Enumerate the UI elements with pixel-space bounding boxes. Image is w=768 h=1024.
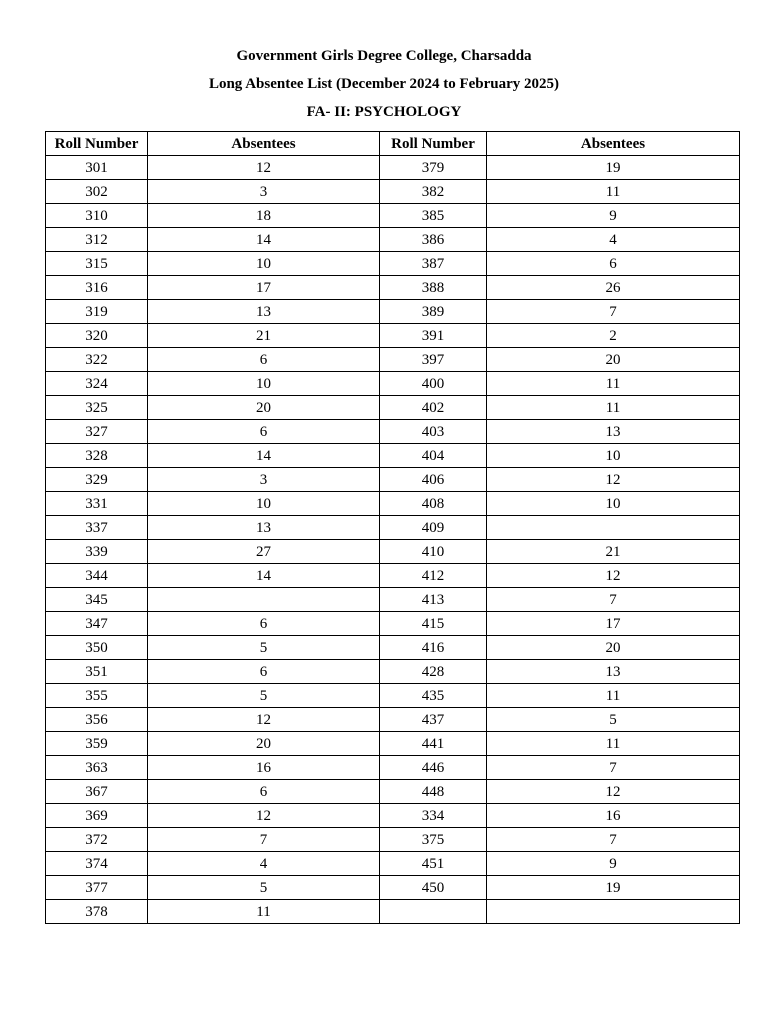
- roll-number-right-cell: 437: [380, 708, 487, 732]
- roll-number-right-cell: 385: [380, 204, 487, 228]
- absentees-left-cell: 14: [148, 228, 380, 252]
- class-subject-title: FA- II: PSYCHOLOGY: [306, 104, 462, 120]
- roll-number-left-cell: 325: [46, 396, 148, 420]
- absentees-left-cell: 6: [148, 780, 380, 804]
- roll-number-left-cell: 369: [46, 804, 148, 828]
- absentees-left-cell: 5: [148, 636, 380, 660]
- table-row: [46, 660, 740, 684]
- roll-number-right-cell: 382: [380, 180, 487, 204]
- absentees-left-cell: 6: [148, 348, 380, 372]
- roll-number-left-cell: 319: [46, 300, 148, 324]
- header-absentees-right: Absentees: [487, 132, 740, 156]
- roll-number-right-cell: 441: [380, 732, 487, 756]
- absentees-right-cell: 10: [487, 444, 740, 468]
- roll-number-right-cell: 375: [380, 828, 487, 852]
- absentees-left-cell: 12: [148, 708, 380, 732]
- absentee-table-header: [46, 132, 740, 156]
- roll-number-left-cell: 328: [46, 444, 148, 468]
- absentees-left-cell: 18: [148, 204, 380, 228]
- absentees-left-cell: 12: [148, 804, 380, 828]
- absentees-left-cell: 21: [148, 324, 380, 348]
- roll-number-right-cell: 400: [380, 372, 487, 396]
- roll-number-left-cell: 337: [46, 516, 148, 540]
- roll-number-left-cell: 347: [46, 612, 148, 636]
- institution-title: Government Girls Degree College, Charsadda: [236, 48, 532, 64]
- roll-number-right-cell: 386: [380, 228, 487, 252]
- roll-number-left-cell: 355: [46, 684, 148, 708]
- absentees-left-cell: 4: [148, 852, 380, 876]
- table-row: [46, 516, 740, 540]
- absentees-right-cell: 5: [487, 708, 740, 732]
- absentees-right-cell: [487, 516, 740, 540]
- roll-number-right-cell: 334: [380, 804, 487, 828]
- absentees-left-cell: 6: [148, 660, 380, 684]
- roll-number-right-cell: 446: [380, 756, 487, 780]
- header-roll-number-right: Roll Number: [380, 132, 487, 156]
- absentees-right-cell: 21: [487, 540, 740, 564]
- absentees-left-cell: 16: [148, 756, 380, 780]
- absentees-left-cell: [148, 588, 380, 612]
- roll-number-left-cell: 322: [46, 348, 148, 372]
- roll-number-left-cell: 339: [46, 540, 148, 564]
- roll-number-right-cell: 404: [380, 444, 487, 468]
- roll-number-right-cell: 402: [380, 396, 487, 420]
- absentees-left-cell: 6: [148, 420, 380, 444]
- absentees-left-cell: 5: [148, 684, 380, 708]
- roll-number-left-cell: 331: [46, 492, 148, 516]
- absentees-right-cell: 13: [487, 660, 740, 684]
- roll-number-left-cell: 351: [46, 660, 148, 684]
- roll-number-right-cell: 406: [380, 468, 487, 492]
- header-roll-number-left: Roll Number: [46, 132, 148, 156]
- roll-number-right-cell: 403: [380, 420, 487, 444]
- roll-number-left-cell: 359: [46, 732, 148, 756]
- roll-number-right-cell: 413: [380, 588, 487, 612]
- table-row: [46, 804, 740, 828]
- absentees-right-cell: 13: [487, 420, 740, 444]
- table-row: [46, 612, 740, 636]
- table-row: [46, 852, 740, 876]
- table-row: [46, 900, 740, 924]
- table-row: [46, 780, 740, 804]
- table-row: [46, 252, 740, 276]
- roll-number-right-cell: 389: [380, 300, 487, 324]
- roll-number-left-cell: 350: [46, 636, 148, 660]
- roll-number-right-cell: 415: [380, 612, 487, 636]
- roll-number-left-cell: 345: [46, 588, 148, 612]
- roll-number-left-cell: 310: [46, 204, 148, 228]
- absentees-right-cell: 7: [487, 828, 740, 852]
- header-row: [46, 132, 740, 156]
- roll-number-right-cell: 391: [380, 324, 487, 348]
- absentee-table-body: [46, 156, 740, 924]
- absentees-right-cell: 11: [487, 732, 740, 756]
- table-row: [46, 204, 740, 228]
- table-row: [46, 228, 740, 252]
- absentees-left-cell: 13: [148, 300, 380, 324]
- roll-number-left-cell: 302: [46, 180, 148, 204]
- roll-number-right-cell: 451: [380, 852, 487, 876]
- roll-number-right-cell: 410: [380, 540, 487, 564]
- absentees-right-cell: 12: [487, 564, 740, 588]
- absentees-right-cell: 26: [487, 276, 740, 300]
- table-row: [46, 156, 740, 180]
- absentees-left-cell: 10: [148, 492, 380, 516]
- absentees-right-cell: 11: [487, 180, 740, 204]
- roll-number-right-cell: 409: [380, 516, 487, 540]
- table-row: [46, 756, 740, 780]
- absentees-left-cell: 10: [148, 252, 380, 276]
- roll-number-right-cell: 428: [380, 660, 487, 684]
- absentee-table: [45, 131, 740, 924]
- absentees-left-cell: 12: [148, 156, 380, 180]
- roll-number-left-cell: 324: [46, 372, 148, 396]
- roll-number-right-cell: 412: [380, 564, 487, 588]
- absentees-right-cell: 11: [487, 684, 740, 708]
- table-row: [46, 276, 740, 300]
- absentees-left-cell: 20: [148, 396, 380, 420]
- table-row: [46, 468, 740, 492]
- absentees-left-cell: 20: [148, 732, 380, 756]
- list-title: Long Absentee List (December 2024 to February 2025): [208, 76, 560, 92]
- table-row: [46, 324, 740, 348]
- roll-number-left-cell: 344: [46, 564, 148, 588]
- roll-number-left-cell: 378: [46, 900, 148, 924]
- table-row: [46, 588, 740, 612]
- absentees-right-cell: 7: [487, 756, 740, 780]
- roll-number-left-cell: 356: [46, 708, 148, 732]
- table-row: [46, 636, 740, 660]
- table-row: [46, 684, 740, 708]
- absentees-right-cell: 20: [487, 348, 740, 372]
- roll-number-right-cell: 388: [380, 276, 487, 300]
- roll-number-right-cell: 408: [380, 492, 487, 516]
- absentees-right-cell: 10: [487, 492, 740, 516]
- table-row: [46, 348, 740, 372]
- absentees-left-cell: 3: [148, 468, 380, 492]
- table-row: [46, 444, 740, 468]
- absentees-right-cell: 7: [487, 588, 740, 612]
- roll-number-left-cell: 316: [46, 276, 148, 300]
- absentees-right-cell: 19: [487, 876, 740, 900]
- table-row: [46, 708, 740, 732]
- table-row: [46, 492, 740, 516]
- absentees-right-cell: 6: [487, 252, 740, 276]
- absentees-left-cell: 14: [148, 444, 380, 468]
- absentees-left-cell: 27: [148, 540, 380, 564]
- absentees-right-cell: 12: [487, 780, 740, 804]
- absentees-left-cell: 10: [148, 372, 380, 396]
- table-row: [46, 876, 740, 900]
- roll-number-right-cell: 450: [380, 876, 487, 900]
- table-row: [46, 420, 740, 444]
- absentees-left-cell: 6: [148, 612, 380, 636]
- table-row: [46, 564, 740, 588]
- roll-number-right-cell: 397: [380, 348, 487, 372]
- roll-number-left-cell: 315: [46, 252, 148, 276]
- absentees-left-cell: 11: [148, 900, 380, 924]
- roll-number-right-cell: 387: [380, 252, 487, 276]
- absentees-left-cell: 7: [148, 828, 380, 852]
- roll-number-right-cell: 435: [380, 684, 487, 708]
- absentees-left-cell: 14: [148, 564, 380, 588]
- table-row: [46, 732, 740, 756]
- absentees-right-cell: 12: [487, 468, 740, 492]
- absentees-left-cell: 3: [148, 180, 380, 204]
- table-row: [46, 180, 740, 204]
- roll-number-left-cell: 367: [46, 780, 148, 804]
- absentees-left-cell: 17: [148, 276, 380, 300]
- absentees-right-cell: 17: [487, 612, 740, 636]
- absentees-left-cell: 13: [148, 516, 380, 540]
- absentees-right-cell: 11: [487, 372, 740, 396]
- roll-number-right-cell: 379: [380, 156, 487, 180]
- table-row: [46, 828, 740, 852]
- absentees-right-cell: 20: [487, 636, 740, 660]
- roll-number-left-cell: 377: [46, 876, 148, 900]
- roll-number-left-cell: 329: [46, 468, 148, 492]
- header-absentees-left: Absentees: [148, 132, 380, 156]
- roll-number-left-cell: 363: [46, 756, 148, 780]
- absentees-right-cell: [487, 900, 740, 924]
- roll-number-left-cell: 312: [46, 228, 148, 252]
- table-row: [46, 372, 740, 396]
- absentees-right-cell: 7: [487, 300, 740, 324]
- table-row: [46, 540, 740, 564]
- roll-number-right-cell: 448: [380, 780, 487, 804]
- roll-number-right-cell: [380, 900, 487, 924]
- absentees-left-cell: 5: [148, 876, 380, 900]
- roll-number-left-cell: 301: [46, 156, 148, 180]
- roll-number-left-cell: 320: [46, 324, 148, 348]
- roll-number-left-cell: 374: [46, 852, 148, 876]
- roll-number-right-cell: 416: [380, 636, 487, 660]
- absentees-right-cell: 9: [487, 852, 740, 876]
- absentees-right-cell: 11: [487, 396, 740, 420]
- roll-number-left-cell: 327: [46, 420, 148, 444]
- absentees-right-cell: 19: [487, 156, 740, 180]
- table-row: [46, 396, 740, 420]
- absentees-right-cell: 4: [487, 228, 740, 252]
- table-row: [46, 300, 740, 324]
- absentees-right-cell: 9: [487, 204, 740, 228]
- absentees-right-cell: 2: [487, 324, 740, 348]
- roll-number-left-cell: 372: [46, 828, 148, 852]
- absentees-right-cell: 16: [487, 804, 740, 828]
